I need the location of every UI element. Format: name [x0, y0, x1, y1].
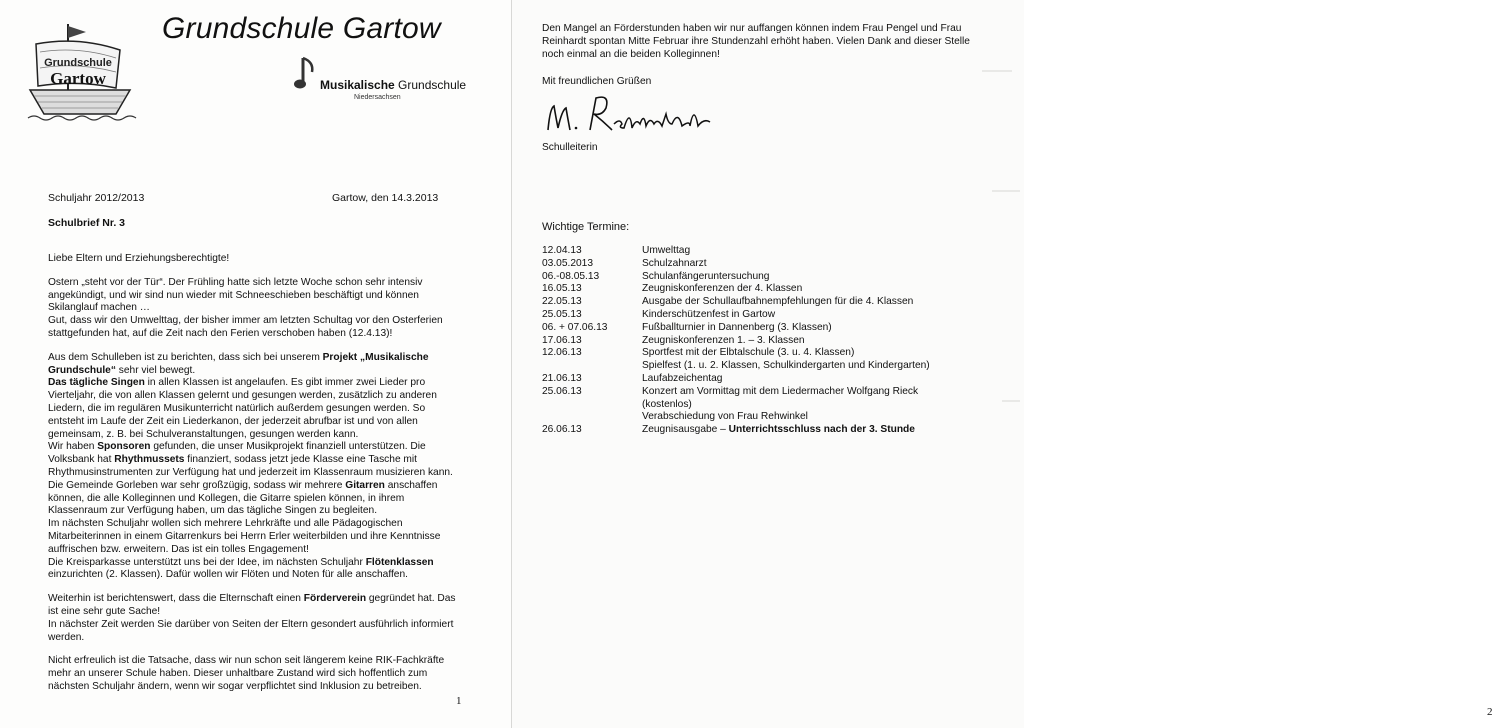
school-ship-logo	[28, 22, 132, 124]
list-item: 12.04.13 Umwelttag	[542, 245, 691, 256]
list-item: 16.05.13 Zeugniskonferenzen der 4. Klassen	[542, 283, 803, 295]
list-item: 26.06.13 Zeugnisausgabe – Unterrichtsschluss nach der 3. Stunde	[542, 424, 915, 436]
dates-list	[542, 245, 982, 437]
paragraph-guitar-course: Im nächsten Schuljahr wollen sich mehrere Lehrkräfte und alle Pädagogischen Mitarbeiterinnen in einem Gitarrenkurs bei Herrn Erler weiterbilden und ihre Kenntnisse auffrischen bzw. erweitern. Das ist ein tolles Engagement!	[48, 518, 441, 555]
musikalische-grundschule-logo	[294, 56, 467, 102]
paragraph-easter: Ostern „steht vor der Tür“. Der Frühling hatte sich letzte Woche schon sehr intensiv angekündigt, und wir sind nun wieder mit Schneeschieben beschäftigt und können Skilanglauf machen …	[48, 276, 423, 314]
list-item: 06.-08.05.13 Schulanfängeruntersuchung	[542, 270, 770, 282]
list-item: Verabschiedung von Frau Rehwinkel	[642, 411, 808, 423]
paragraph-info: In nächster Zeit werden Sie darüber von Seiten der Eltern gesondert ausführlich informiert werden.	[48, 618, 454, 643]
list-item: 06. + 07.06.13 Fußballturnier in Dannenberg (3. Klassen)	[542, 321, 832, 333]
list-item: 03.05.2013 Schulzahnarzt	[542, 257, 707, 269]
place-date: Gartow, den 14.3.2013	[332, 192, 439, 204]
list-item: 12.06.13 Sportfest mit der Elbtalschule (3. u. 4. Klassen)	[542, 347, 855, 359]
logo-text-2: Gartow	[50, 69, 106, 88]
paragraph-singing: Das tägliche Singen in allen Klassen ist angelaufen. Es gibt immer zwei Lieder pro Vierteljahr, die von allen Klassen gelernt und gesungen werden, zusätzlich zu anderen Liedern, die im regulären Musikunterricht natürlich außerdem gesungen werden. So entsteht im Laufe der Zeit ein Liederkanon, der jederzeit abrufbar ist und von allen gemeinsam, z. B. bei Schulveranstaltungen, gesungen werden kann.	[48, 377, 437, 440]
list-item: 25.06.13 Konzert am Vormittag mit dem Liedermacher Wolfgang Rieck	[542, 385, 919, 397]
musik-region: Niedersachsen	[354, 94, 401, 101]
list-item: Spielfest (1. u. 2. Klassen, Schulkindergarten und Kindergarten)	[642, 360, 930, 372]
dates-heading: Wichtige Termine:	[542, 221, 630, 233]
page-number-2: 2	[1487, 706, 1493, 718]
list-item: (kostenlos)	[642, 398, 692, 410]
school-title: Grundschule Gartow	[162, 12, 441, 45]
paragraph-flutes: Die Kreisparkasse unterstützt uns bei der Idee, im nächsten Schuljahr Flötenklassen einzurichten (2. Klassen). Dafür wollen wir Flöten und Noten für alle anschaffen.	[48, 556, 434, 581]
list-item: 21.06.13 Laufabzeichentag	[542, 372, 723, 384]
musik-name-bold: Musikalische	[320, 78, 395, 92]
greeting: Mit freundlichen Grüßen	[542, 76, 652, 87]
letter-body	[48, 253, 458, 705]
paragraph-foerderverein: Weiterhin ist berichtenswert, dass die Elternschaft einen Förderverein gegründet hat. Das ist eine sehr gute Sache!	[48, 593, 456, 617]
scan-artifact	[1002, 400, 1020, 402]
page-number-1: 1	[456, 695, 462, 707]
paragraph-umwelttag: Gut, dass wir den Umwelttag, der bisher immer am letzten Schultag vor den Osterferien stattgefunden hat, auf die Zeit nach den Ferien verschoben haben (12.4.13)!	[48, 315, 443, 339]
list-item: 22.05.13 Ausgabe der Schullaufbahnempfehlungen für die 4. Klassen	[542, 296, 914, 308]
closing-paragraph: Den Mangel an Förderstunden haben wir nur auffangen können indem Frau Pengel und Frau Reinhardt spontan Mitte Februar ihre Stundenzahl erhöht haben. Vielen Dank and dieser Stelle noch einmal an die beiden Kolleginnen!	[542, 23, 970, 60]
paragraph-sponsors: Wir haben Sponsoren gefunden, die unser Musikprojekt finanziell unterstützen. Die Volksbank hat Rhythmussets finanziert, sodass jetzt jede Klasse eine Tasche mit Rhythmusinstrumenten zur Verfügung hat und jederzeit im Klassenraum musizieren kann. Die Gemeinde Gorleben war sehr großzügig, sodass wir mehrere Gitarren anschaffen können, die alle Kolleginnen und Kollegen, die Gitarre spielen können, in ihrem Klassenraum zur Verfügung haben, um das tägliche Singen zu begleiten.	[48, 441, 453, 517]
letter-page-1	[0, 0, 512, 728]
list-item: 17.06.13 Zeugniskonferenzen 1. – 3. Klassen	[542, 334, 805, 346]
scan-artifact	[982, 70, 1012, 72]
musik-name-rest: Grundschule	[394, 78, 467, 92]
paragraph-project: Aus dem Schulleben ist zu berichten, dass sich bei unserem Projekt „Musikalische Grundschule“ sehr viel bewegt.	[48, 351, 429, 376]
signer-role: Schulleiterin	[542, 142, 598, 153]
scan-artifact	[992, 190, 1020, 192]
music-note-icon	[294, 56, 318, 96]
salutation: Liebe Eltern und Erziehungsberechtigte!	[48, 253, 230, 264]
school-year: Schuljahr 2012/2013	[48, 192, 145, 204]
logo-text-1: Grundschule	[44, 57, 112, 69]
paragraph-rik: Nicht erfreulich ist die Tatsache, dass wir nun schon seit längerem keine RIK-Fachkräfte mehr an unserer Schule haben. Dieser unhaltbare Zustand wird sich hoffentlich zum nächsten Schuljahr ändern, wenn wir sogar verpflichtet sind Inklusion zu betreiben.	[48, 655, 445, 692]
list-item: 25.05.13 Kinderschützenfest in Gartow	[542, 308, 776, 320]
letter-number: Schulbrief Nr. 3	[48, 217, 126, 229]
handwritten-signature	[540, 88, 730, 144]
